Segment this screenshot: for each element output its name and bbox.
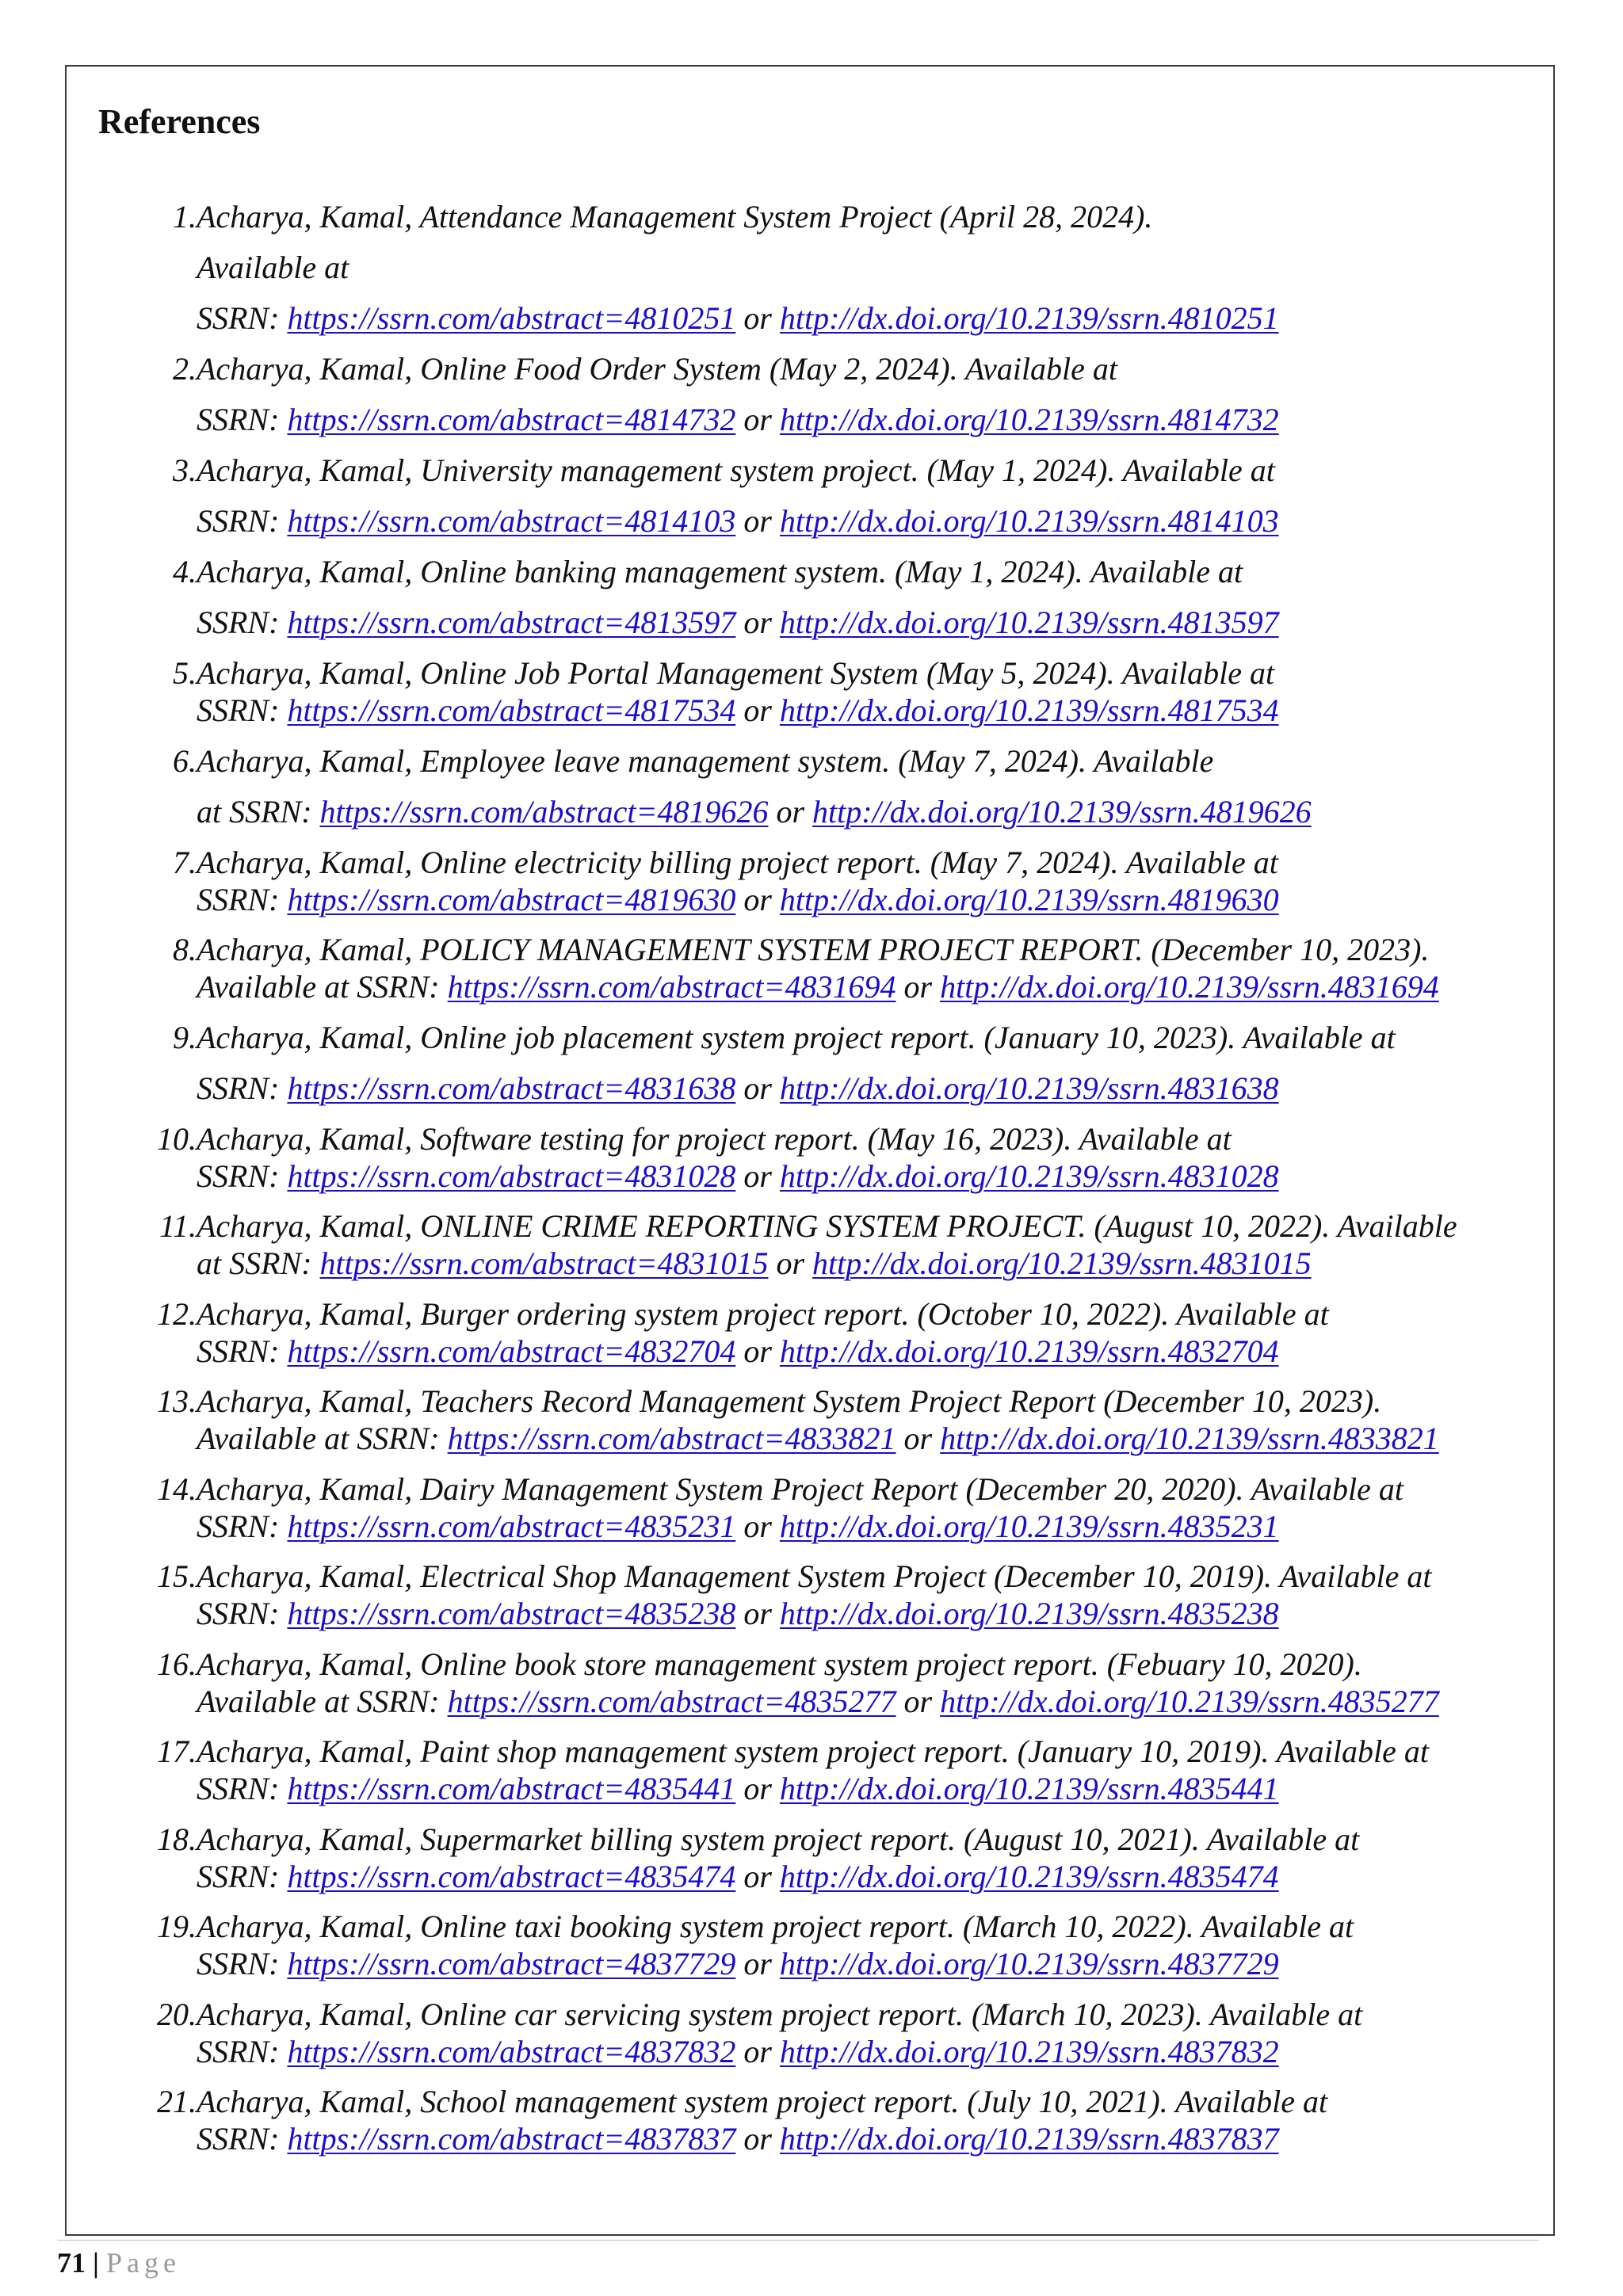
ssrn-abstract-link[interactable]: https://ssrn.com/abstract=4831028: [287, 1158, 736, 1194]
reference-line: [197, 1207, 1457, 1245]
ssrn-abstract-link[interactable]: https://ssrn.com/abstract=4831638: [287, 1070, 736, 1106]
reference-text: SSRN:: [197, 1508, 280, 1544]
reference-text: at SSRN:: [197, 794, 312, 830]
link-connector: or: [903, 1684, 933, 1719]
reference-text: Available at SSRN:: [197, 1684, 440, 1719]
reference-line: [197, 844, 1278, 881]
reference-line: [197, 1333, 1279, 1370]
doi-link[interactable]: http://dx.doi.org/10.2139/ssrn.4810251: [779, 300, 1279, 336]
ssrn-abstract-link[interactable]: https://ssrn.com/abstract=4833821: [447, 1421, 896, 1456]
reference-line: [197, 1858, 1279, 1895]
link-connector: or: [743, 503, 772, 539]
doi-link[interactable]: http://dx.doi.org/10.2139/ssrn.4817534: [779, 692, 1279, 728]
reference-text: SSRN:: [197, 1946, 280, 1981]
footer-rule: [57, 2240, 1539, 2241]
reference-line: [197, 1019, 1396, 1056]
reference-line: [197, 1595, 1279, 1632]
reference-number: 1.: [173, 199, 197, 235]
reference-line: [197, 654, 1274, 692]
reference-text: Acharya, Kamal, University management system project. (May 1, 2024). Available at: [197, 452, 1275, 488]
reference-number: 10.: [157, 1121, 197, 1157]
reference-line: [197, 1996, 1362, 2033]
reference-line: [197, 1908, 1354, 1945]
reference-text: Acharya, Kamal, Online taxi booking system project report. (March 10, 2022). Available at: [197, 1909, 1354, 1944]
reference-number: 12.: [157, 1296, 197, 1332]
reference-line: [197, 881, 1279, 918]
reference-text: SSRN:: [197, 1070, 280, 1106]
reference-text: Acharya, Kamal, Supermarket billing system project report. (August 10, 2021). Available at: [197, 1821, 1360, 1857]
reference-line: [197, 1508, 1279, 1545]
doi-link[interactable]: http://dx.doi.org/10.2139/ssrn.4831638: [779, 1070, 1279, 1106]
ssrn-abstract-link[interactable]: https://ssrn.com/abstract=4810251: [287, 300, 736, 336]
reference-text: Acharya, Kamal, Software testing for project report. (May 16, 2023). Available at: [197, 1121, 1232, 1157]
reference-line: [197, 249, 349, 286]
reference-text: Acharya, Kamal, Attendance Management System Project (April 28, 2024).: [197, 199, 1153, 235]
reference-text: SSRN:: [197, 1859, 280, 1894]
doi-link[interactable]: http://dx.doi.org/10.2139/ssrn.4831028: [779, 1158, 1279, 1194]
doi-link[interactable]: http://dx.doi.org/10.2139/ssrn.4837837: [779, 2121, 1279, 2157]
doi-link[interactable]: http://dx.doi.org/10.2139/ssrn.4835277: [940, 1684, 1439, 1719]
reference-text: Acharya, Kamal, Teachers Record Management System Project Report (December 10, 2023).: [197, 1383, 1382, 1419]
reference-text: SSRN:: [197, 692, 280, 728]
reference-number: 8.: [173, 932, 197, 967]
doi-link[interactable]: http://dx.doi.org/10.2139/ssrn.4837832: [779, 2034, 1279, 2069]
reference-line: [197, 2120, 1279, 2157]
reference-line: [197, 1646, 1362, 1683]
reference-number: 4.: [173, 554, 197, 589]
reference-number: 13.: [157, 1383, 197, 1419]
reference-text: Acharya, Kamal, Online Food Order System (May 2, 2024). Available at: [197, 351, 1118, 387]
reference-line: [197, 350, 1117, 387]
reference-line: [197, 1420, 1439, 1457]
link-connector: or: [743, 1859, 772, 1894]
reference-text: Acharya, Kamal, Dairy Management System Project Report (December 20, 2020). Available at: [197, 1471, 1403, 1507]
reference-text: SSRN:: [197, 882, 280, 917]
link-connector: or: [743, 1771, 772, 1806]
reference-line: [197, 1120, 1232, 1158]
reference-text: SSRN:: [197, 1771, 280, 1806]
reference-text: SSRN:: [197, 2121, 280, 2157]
reference-line: [197, 1245, 1312, 1282]
reference-text: Available at SSRN:: [197, 969, 440, 1005]
ssrn-abstract-link[interactable]: https://ssrn.com/abstract=4835231: [287, 1508, 736, 1544]
reference-line: [197, 1558, 1432, 1595]
ssrn-abstract-link[interactable]: https://ssrn.com/abstract=4813597: [287, 605, 736, 640]
link-connector: or: [743, 1070, 772, 1106]
reference-text: Acharya, Kamal, Online car servicing system project report. (March 10, 2023). Available at: [197, 1997, 1363, 2032]
reference-text: SSRN:: [197, 402, 280, 437]
ssrn-abstract-link[interactable]: https://ssrn.com/abstract=4837837: [287, 2121, 736, 2157]
reference-line: [197, 1770, 1279, 1807]
reference-number: 21.: [157, 2084, 197, 2119]
reference-line: [197, 1158, 1279, 1195]
reference-line: [197, 1470, 1403, 1508]
reference-text: SSRN:: [197, 300, 280, 336]
page-number: 71: [57, 2247, 86, 2279]
reference-line: [197, 401, 1279, 438]
doi-link[interactable]: http://dx.doi.org/10.2139/ssrn.4837729: [779, 1946, 1279, 1981]
reference-line: [197, 1295, 1329, 1333]
reference-line: [197, 793, 1312, 830]
ssrn-abstract-link[interactable]: https://ssrn.com/abstract=4817534: [287, 692, 736, 728]
doi-link[interactable]: http://dx.doi.org/10.2139/ssrn.4832704: [779, 1333, 1279, 1369]
reference-line: [197, 1683, 1439, 1720]
reference-line: [197, 1383, 1381, 1420]
ssrn-abstract-link[interactable]: https://ssrn.com/abstract=4831015: [319, 1245, 769, 1281]
reference-text: Acharya, Kamal, Electrical Shop Management System Project (December 10, 2019). Available at: [197, 1558, 1432, 1594]
reference-line: [197, 931, 1429, 968]
reference-text: Available at SSRN:: [197, 1421, 440, 1456]
ssrn-abstract-link[interactable]: https://ssrn.com/abstract=4832704: [287, 1333, 736, 1369]
reference-text: Acharya, Kamal, Online book store management system project report. (Febuary 10, 2020).: [197, 1646, 1362, 1682]
reference-number: 15.: [157, 1558, 197, 1594]
reference-text: Acharya, Kamal, POLICY MANAGEMENT SYSTEM PROJECT REPORT. (December 10, 2023).: [197, 932, 1430, 967]
references-heading: References: [98, 102, 261, 141]
reference-line: [197, 452, 1275, 489]
reference-number: 7.: [173, 845, 197, 880]
doi-link[interactable]: http://dx.doi.org/10.2139/ssrn.4814103: [779, 503, 1279, 539]
reference-line: [197, 604, 1279, 641]
reference-text: Acharya, Kamal, Online electricity billing project report. (May 7, 2024). Available at: [197, 845, 1278, 880]
ssrn-abstract-link[interactable]: https://ssrn.com/abstract=4837729: [287, 1946, 736, 1981]
reference-line: [197, 1733, 1429, 1770]
link-connector: or: [776, 1245, 805, 1281]
reference-text: Acharya, Kamal, Online job placement system project report. (January 10, 2023). Available at: [197, 1020, 1396, 1055]
reference-line: [197, 299, 1279, 337]
doi-link[interactable]: http://dx.doi.org/10.2139/ssrn.4835238: [779, 1596, 1279, 1631]
doi-link[interactable]: http://dx.doi.org/10.2139/ssrn.4831015: [812, 1245, 1312, 1281]
reference-text: Acharya, Kamal, ONLINE CRIME REPORTING SYSTEM PROJECT. (August 10, 2022). Available: [197, 1208, 1457, 1244]
link-connector: or: [743, 402, 772, 437]
reference-text: Acharya, Kamal, Burger ordering system project report. (October 10, 2022). Available at: [197, 1296, 1329, 1332]
reference-line: [197, 2083, 1327, 2120]
reference-number: 20.: [157, 1997, 197, 2032]
page-footer: [57, 2245, 181, 2280]
link-connector: or: [903, 969, 933, 1005]
link-connector: or: [743, 692, 772, 728]
reference-text: Available at: [197, 250, 349, 285]
link-connector: or: [743, 300, 772, 336]
doi-link[interactable]: http://dx.doi.org/10.2139/ssrn.4819630: [779, 882, 1279, 917]
ssrn-abstract-link[interactable]: https://ssrn.com/abstract=4835277: [447, 1684, 896, 1719]
ssrn-abstract-link[interactable]: https://ssrn.com/abstract=4819630: [287, 882, 736, 917]
ssrn-abstract-link[interactable]: https://ssrn.com/abstract=4837832: [287, 2034, 736, 2069]
reference-number: 11.: [158, 1208, 197, 1244]
ssrn-abstract-link[interactable]: https://ssrn.com/abstract=4835474: [287, 1859, 736, 1894]
doi-link[interactable]: http://dx.doi.org/10.2139/ssrn.4833821: [940, 1421, 1439, 1456]
link-connector: or: [743, 1333, 772, 1369]
doi-link[interactable]: http://dx.doi.org/10.2139/ssrn.4819626: [812, 794, 1312, 830]
reference-text: Acharya, Kamal, School management system project report. (July 10, 2021). Available at: [197, 2084, 1328, 2119]
ssrn-abstract-link[interactable]: https://ssrn.com/abstract=4835238: [287, 1596, 736, 1631]
reference-text: Acharya, Kamal, Online Job Portal Management System (May 5, 2024). Available at: [197, 655, 1275, 691]
doi-link[interactable]: http://dx.doi.org/10.2139/ssrn.4835231: [779, 1508, 1279, 1544]
link-connector: or: [743, 882, 772, 917]
reference-text: Acharya, Kamal, Online banking management system. (May 1, 2024). Available at: [197, 554, 1243, 589]
reference-number: 18.: [157, 1821, 197, 1857]
reference-line: [197, 198, 1152, 235]
link-connector: or: [743, 2034, 772, 2069]
page-label: Page: [105, 2247, 181, 2279]
ssrn-abstract-link[interactable]: https://ssrn.com/abstract=4819626: [319, 794, 769, 830]
reference-number: 14.: [157, 1471, 197, 1507]
reference-text: Acharya, Kamal, Employee leave management system. (May 7, 2024). Available: [197, 743, 1214, 779]
link-connector: or: [743, 1596, 772, 1631]
reference-line: [197, 1070, 1279, 1107]
reference-number: 16.: [157, 1646, 197, 1682]
reference-line: [197, 502, 1279, 540]
ssrn-abstract-link[interactable]: https://ssrn.com/abstract=4814732: [287, 402, 736, 437]
reference-text: Acharya, Kamal, Paint shop management system project report. (January 10, 2019). Available at: [197, 1733, 1429, 1769]
doi-link[interactable]: http://dx.doi.org/10.2139/ssrn.4835441: [779, 1771, 1279, 1806]
reference-text: at SSRN:: [197, 1245, 312, 1281]
link-connector: or: [743, 1508, 772, 1544]
reference-text: SSRN:: [197, 2034, 280, 2069]
ssrn-abstract-link[interactable]: https://ssrn.com/abstract=4814103: [287, 503, 736, 539]
link-connector: or: [743, 1158, 772, 1194]
reference-text: SSRN:: [197, 1333, 280, 1369]
reference-text: SSRN:: [197, 1596, 280, 1631]
link-connector: or: [903, 1421, 933, 1456]
reference-text: SSRN:: [197, 503, 280, 539]
reference-text: SSRN:: [197, 1158, 280, 1194]
ssrn-abstract-link[interactable]: https://ssrn.com/abstract=4831694: [447, 969, 896, 1005]
reference-number: 2.: [173, 351, 197, 387]
reference-number: 19.: [157, 1909, 197, 1944]
reference-number: 3.: [173, 452, 197, 488]
reference-line: [197, 553, 1243, 590]
reference-line: [197, 742, 1213, 780]
link-connector: or: [776, 794, 805, 830]
link-connector: or: [743, 1946, 772, 1981]
ssrn-abstract-link[interactable]: https://ssrn.com/abstract=4835441: [287, 1771, 736, 1806]
doi-link[interactable]: http://dx.doi.org/10.2139/ssrn.4813597: [779, 605, 1279, 640]
reference-number: 17.: [157, 1733, 197, 1769]
doi-link[interactable]: http://dx.doi.org/10.2139/ssrn.4831694: [940, 969, 1439, 1005]
link-connector: or: [743, 605, 772, 640]
reference-number: 9.: [173, 1020, 197, 1055]
reference-line: [197, 1821, 1359, 1858]
link-connector: or: [743, 2121, 772, 2157]
doi-link[interactable]: http://dx.doi.org/10.2139/ssrn.4835474: [779, 1859, 1279, 1894]
reference-line: [197, 1945, 1279, 1982]
reference-number: 6.: [173, 743, 197, 779]
reference-text: SSRN:: [197, 605, 280, 640]
reference-line: [197, 2033, 1279, 2070]
reference-line: [197, 968, 1439, 1005]
reference-number: 5.: [173, 655, 197, 691]
reference-line: [197, 692, 1279, 729]
footer-separator: |: [93, 2247, 99, 2279]
doi-link[interactable]: http://dx.doi.org/10.2139/ssrn.4814732: [779, 402, 1279, 437]
